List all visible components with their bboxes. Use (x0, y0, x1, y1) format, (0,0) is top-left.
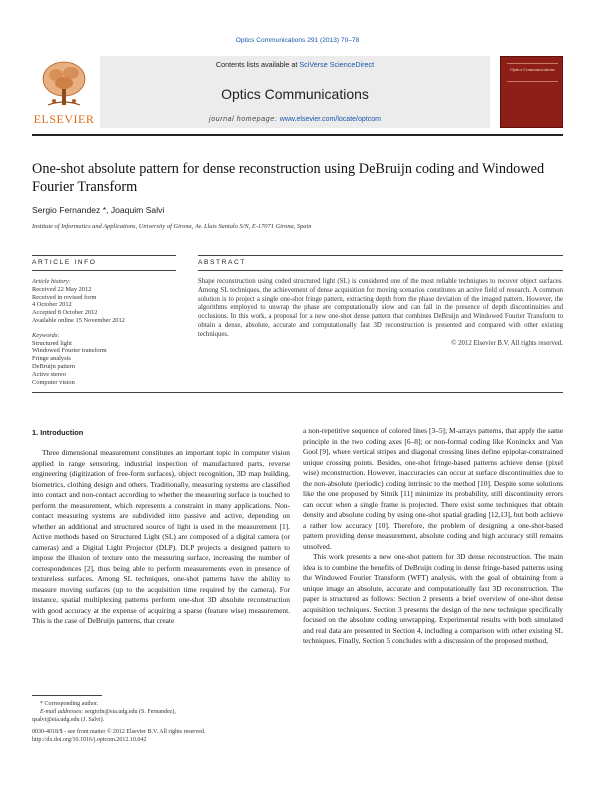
contents-prefix: Contents lists available at (215, 60, 300, 69)
article-info-rule (32, 270, 176, 271)
contents-line (100, 60, 490, 69)
journal-reference-link[interactable]: Optics Communications 291 (2013) 70–78 (235, 37, 360, 44)
abstract-rule (198, 255, 563, 256)
cover-rule (507, 81, 558, 82)
keyword-item: Fringe analysis (32, 355, 71, 363)
abstract-rule (198, 270, 563, 271)
body-column-right (303, 426, 563, 647)
journal-banner (100, 56, 490, 128)
journal-masthead (32, 56, 563, 132)
elsevier-tree-icon (40, 59, 88, 109)
issn-line: 0030-4018/$ - see front matter © 2012 Elsevier B.V. All rights reserved. (32, 729, 206, 735)
cover-rule (507, 63, 558, 64)
cover-title: Optics Communications (510, 67, 555, 72)
journal-title: Optics Communications (221, 86, 369, 102)
author-affiliation: Institute of Informatics and Applications, University of Girona, Av. Lluis Santalo S/N, E-17071 Girona, Spain (32, 223, 312, 230)
journal-homepage (100, 116, 490, 123)
sciencedirect-link[interactable]: SciVerse ScienceDirect (299, 60, 375, 69)
keyword-item: Computer vision (32, 378, 75, 386)
masthead-divider (32, 134, 563, 136)
keyword-item: DeBruijn pattern (32, 362, 76, 370)
footnotes (32, 700, 290, 724)
emails-label: E-mail addresses: (40, 709, 84, 715)
corresponding-author-note: * Corresponding author. (40, 701, 99, 707)
email-addresses: sergiofn@eia.udg.edu (S. Fernandez), (84, 709, 176, 715)
homepage-link[interactable]: www.elsevier.com/locate/optcom (279, 116, 381, 123)
article-info (32, 278, 176, 386)
keywords-label: Keywords: (32, 331, 60, 339)
footnote-rule (32, 695, 102, 696)
article-info-rule (32, 255, 176, 256)
intro-paragraph: a non-repetitive sequence of colored lines [3–5]; M-arrays patterns, that apply the same principle in the two coding axes [6–8]; or non-formal coding like Koninckx and Van Gool [9], where vertical stripes and diagonal crossing lines define epipolar-constrained unique crossing points. Besides, one-shot fringe-based patterns achieve dense (pixel wise) reconstruction. However, inaccuracies can occur at surface discontinuities due to the non-absolute (periodic) coding intrinsic to the method [10]. Despite some solutions like the one proposed by Sitnik [11] minimize its probability, still discontinuity errors can occur when a single frame is projected. There exist some techniques that obtain density and absolute coding by using one-shot spatial grading [12,13], but both achieve a rather low accuracy [10]. Therefore, the problem of designing a one-shot-based pattern providing dense measurement, absolute coding and high accuracy still remains unsolved. (303, 426, 563, 551)
article-authors: Sergio Fernandez *, Joaquim Salvi (32, 205, 165, 215)
abstract-text: Shape reconstruction using coded structured light (SL) is considered one of the most reliable techniques to recover object surfaces. Among SL techniques, the achievement of dense acquisition for moving scenarios constitutes an active field of research. A common solution is to project a single one-shot fringe pattern, extracting depth from the phase deviation of the imaged pattern. However, the algorithms employed to unwrap the phase are computationally slow and can fail in the presence of depth discontinuities and occlusions. In this work, a proposal for a new one-shot dense pattern that combines DeBruijn and Windowed Fourier Transform to obtain a dense, absolute, accurate and computationally fast 3D reconstruction is presented and compared with other existing techniques. (198, 278, 563, 338)
intro-paragraph: This work presents a new one-shot pattern for 3D dense reconstruction. The main idea is to combine the benefits of DeBruijn coding in dense fringe-based patterns using the Windowed Fourier Transform (WFT) analysis, with the goal of obtaining from a unique image an absolute, accurate and computationally fast 3D reconstruction. The paper is structured as follows: Section 2 presents a brief overview of one-shot dense acquisition techniques. Section 3 presents the design of the new technique specifically focused on the absolute coding unwrapping. Experimental results with both simulated and real data are presented in Section 4, including a comparison with other existing SL techniques. Finally, Section 5 concludes with a discussion of the proposed method, (303, 552, 563, 645)
abstract-end-rule (32, 392, 563, 393)
publisher-name: ELSEVIER (33, 112, 95, 126)
keyword-item: Active stereo (32, 370, 66, 378)
section-heading-introduction: 1. Introduction (32, 428, 84, 437)
history-item: 4 October 2012 (32, 301, 72, 309)
keyword-item: Structured light (32, 339, 72, 347)
article-title: One-shot absolute pattern for dense reconstruction using DeBruijn coding and Windowed Fourier Transform (32, 161, 545, 195)
homepage-label: journal homepage: (209, 116, 280, 123)
keyword-item: Windowed Fourier transform (32, 347, 107, 355)
elsevier-logo (32, 56, 96, 128)
journal-cover-image (500, 56, 563, 128)
email-line (32, 708, 290, 716)
history-label: Article history: (32, 278, 71, 285)
abstract-body (198, 278, 563, 348)
history-item: Available online 15 November 2012 (32, 316, 125, 324)
history-item: Received 22 May 2012 (32, 285, 92, 293)
doi-link[interactable]: http://dx.doi.org/10.1016/j.optcom.2012.10.042 (32, 737, 147, 743)
history-item: Accepted 8 October 2012 (32, 309, 98, 317)
abstract-heading: ABSTRACT (198, 259, 246, 266)
intro-paragraph: Three dimensional measurement constitutes an important topic in computer vision applied in range sensoring, industrial inspection of manufactured parts, reverse engineering (digitization of free-form surfaces), object recognition, 3D map building, biometrics, clothing design and others. Traditionally, measuring systems are classified into contact and non-contact according to whether the measuring surface is touched to perform the measurement, which represents a constraint in many applications. Non-contact measuring systems are subdivided into passive and active, depending on whether an additional and structured source of light is used in the measurement [1]. Active methods based on Structured Light (SL) are composed of a digital camera (or cameras) and a Digital Light Projector (DLP). DLP projects a designed pattern to impose the illusion of texture onto the measuring surface, increasing the number of correspondences [2], thus being able to perform measurements even in presence of textureless surfaces. Among SL techniques, one-shot patterns have the ability to measure moving surfaces (up to the acquisition time required by the camera). For instance, spatial multiplexing patterns perform one-shot 3D absolute reconstruction with good accuracy at the expense of acquiring a sparse (feature wise) measurement. This is the case of DeBruijn patterns, that create (32, 448, 290, 625)
abstract-copyright: © 2012 Elsevier B.V. All rights reserved. (451, 339, 563, 347)
issn-block (32, 728, 302, 744)
history-item: Received in revised form (32, 293, 97, 301)
body-column-left (32, 448, 290, 627)
email-line-2: qsalvi@eia.udg.edu (J. Salvi). (32, 717, 105, 723)
article-info-heading: ARTICLE INFO (32, 259, 97, 266)
